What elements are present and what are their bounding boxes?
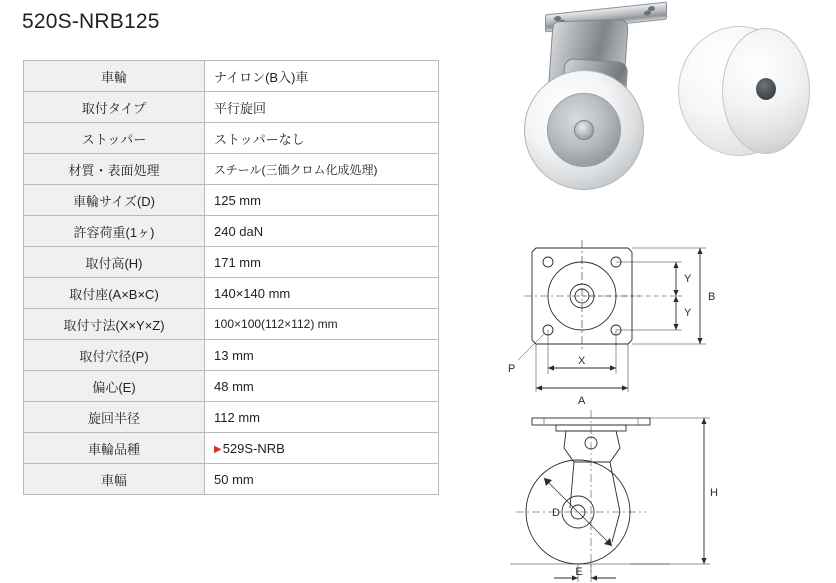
spec-value-link-cell[interactable] — [205, 433, 439, 464]
table-row — [24, 433, 439, 464]
spec-label: 車輪品種 — [24, 433, 205, 464]
table-row — [24, 154, 439, 185]
dim-label-b: B — [708, 291, 716, 303]
spec-value: 140×140 mm — [205, 278, 439, 309]
dim-label-y2: Y — [684, 307, 692, 319]
dim-label-h: H — [710, 487, 718, 499]
spec-value: 50 mm — [205, 464, 439, 495]
table-row — [24, 402, 439, 433]
spec-value: ナイロン(B入)車 — [205, 61, 439, 92]
table-row — [24, 340, 439, 371]
technical-drawings — [470, 212, 836, 582]
spec-value: 13 mm — [205, 340, 439, 371]
page-title: 520S-NRB125 — [22, 10, 160, 33]
table-row — [24, 309, 439, 340]
spec-value: 48 mm — [205, 371, 439, 402]
spec-label: 取付寸法(X×Y×Z) — [24, 309, 205, 340]
spec-label: 旋回半径 — [24, 402, 205, 433]
dim-label-e: E — [575, 566, 583, 578]
spec-label: 車輪サイズ(D) — [24, 185, 205, 216]
spec-value: 171 mm — [205, 247, 439, 278]
table-row — [24, 216, 439, 247]
swivel-caster-photo — [500, 2, 670, 194]
dim-label-p: P — [508, 363, 516, 375]
drawing-svg — [470, 212, 836, 582]
table-row — [24, 247, 439, 278]
wheel-type-link[interactable]: 529S-NRB — [222, 440, 285, 456]
dim-label-y1: Y — [684, 273, 692, 285]
specification-table — [23, 60, 439, 495]
dim-label-a: A — [578, 395, 586, 407]
mounting-plate-top-view — [508, 240, 715, 407]
table-row — [24, 185, 439, 216]
table-row — [24, 464, 439, 495]
spec-value: 240 daN — [205, 216, 439, 247]
spec-label: 材質・表面処理 — [24, 154, 205, 185]
spec-label: 取付高(H) — [24, 247, 205, 278]
spec-label: 車幅 — [24, 464, 205, 495]
dim-label-x: X — [578, 355, 586, 367]
caster-wheel-hub — [574, 120, 594, 140]
spec-label: 偏心(E) — [24, 371, 205, 402]
table-row — [24, 123, 439, 154]
product-photo-area — [470, 0, 836, 200]
nylon-wheel-photo — [670, 22, 830, 162]
spec-label: ストッパー — [24, 123, 205, 154]
table-row — [24, 371, 439, 402]
spec-label: 取付座(A×B×C) — [24, 278, 205, 309]
spec-label: 車輪 — [24, 61, 205, 92]
table-row — [24, 278, 439, 309]
spec-label: 許容荷重(1ヶ) — [24, 216, 205, 247]
spec-table-body — [24, 61, 439, 495]
link-marker-icon: ▶ — [214, 443, 222, 455]
spec-value: 100×100(112×112) mm — [205, 309, 439, 340]
dim-label-d: D — [552, 507, 560, 519]
table-row — [24, 61, 439, 92]
spec-value: スチール(三価クロム化成処理) — [205, 154, 439, 185]
spec-label: 取付穴径(P) — [24, 340, 205, 371]
spec-value: 平行旋回 — [205, 92, 439, 123]
spec-value: 112 mm — [205, 402, 439, 433]
caster-side-view — [510, 410, 718, 582]
spec-value: ストッパーなし — [205, 123, 439, 154]
wheel-bore — [756, 78, 776, 100]
spec-value: 125 mm — [205, 185, 439, 216]
spec-label: 取付タイプ — [24, 92, 205, 123]
table-row — [24, 92, 439, 123]
